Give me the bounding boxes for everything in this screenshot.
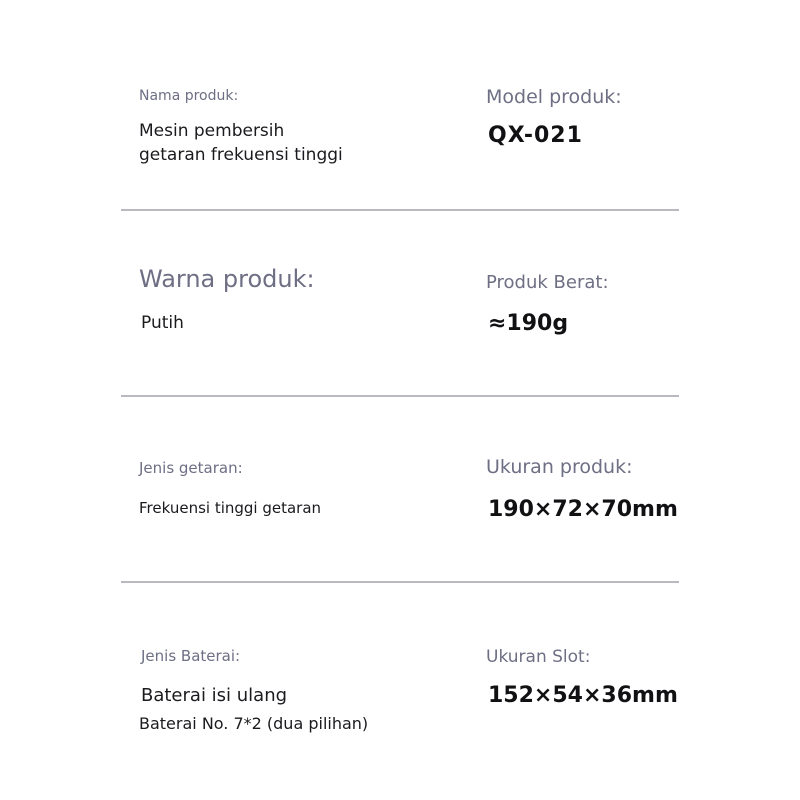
section-divider: [121, 581, 679, 583]
section-divider: [121, 395, 679, 397]
battery-type-value-line2: Baterai No. 7*2 (dua pilihan): [139, 714, 369, 733]
vibration-type-label: Jenis getaran:: [139, 459, 243, 477]
product-name-value-line2: getaran frekuensi tinggi: [139, 145, 343, 165]
slot-size-value: 152×54×36mm: [488, 683, 678, 708]
battery-type-label: Jenis Baterai:: [141, 647, 241, 665]
product-name-value-line1: Mesin pembersih: [139, 121, 285, 141]
product-name-label: Nama produk:: [139, 88, 239, 104]
product-color-value: Putih: [141, 313, 184, 333]
product-size-label: Ukuran produk:: [486, 456, 633, 478]
product-weight-value: ≈190g: [488, 311, 569, 336]
section-divider: [121, 209, 679, 211]
battery-type-value-line1: Baterai isi ulang: [141, 685, 288, 706]
product-weight-label: Produk Berat:: [486, 272, 609, 293]
product-size-value: 190×72×70mm: [488, 497, 678, 522]
product-model-value: QX-021: [488, 123, 583, 148]
vibration-type-value: Frekuensi tinggi getaran: [139, 499, 322, 517]
product-model-label: Model produk:: [486, 86, 622, 108]
slot-size-label: Ukuran Slot:: [486, 647, 591, 667]
product-color-label: Warna produk:: [139, 265, 315, 293]
